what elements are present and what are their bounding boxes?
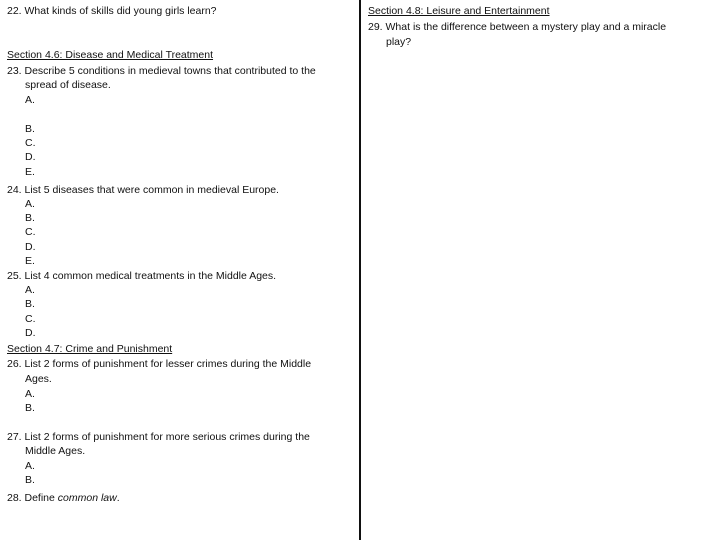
question-27-option-a: A. bbox=[25, 460, 35, 472]
question-26: 26. List 2 forms of punishment for lesser crimes during the Middle bbox=[7, 358, 312, 370]
question-28 bbox=[7, 491, 120, 505]
question-28-suffix: . bbox=[116, 492, 120, 504]
section-4-6-heading: Section 4.6: Disease and Medical Treatment bbox=[7, 49, 214, 61]
question-25: 25. List 4 common medical treatments in the Middle Ages. bbox=[7, 270, 277, 282]
question-23-option-d: D. bbox=[25, 151, 36, 163]
question-23-option-c: C. bbox=[25, 137, 36, 149]
question-24-option-b: B. bbox=[25, 212, 35, 224]
question-24-option-a: A. bbox=[25, 198, 35, 210]
question-23-continued: spread of disease. bbox=[25, 79, 111, 91]
question-24-option-e: E. bbox=[25, 255, 35, 267]
question-25-option-c: C. bbox=[25, 313, 36, 325]
question-23-option-a: A. bbox=[25, 94, 35, 106]
question-23-option-b: B. bbox=[25, 123, 35, 135]
question-25-option-b: B. bbox=[25, 298, 35, 310]
question-23-option-e: E. bbox=[25, 166, 35, 178]
question-26-option-b: B. bbox=[25, 402, 35, 414]
question-27-option-b: B. bbox=[25, 474, 35, 486]
question-29-continued: play? bbox=[386, 36, 412, 48]
question-28-term: common law bbox=[57, 492, 117, 504]
question-24-option-c: C. bbox=[25, 226, 36, 238]
question-26-option-a: A. bbox=[25, 388, 35, 400]
question-23: 23. Describe 5 conditions in medieval towns that contributed to the bbox=[7, 65, 316, 77]
question-24-option-d: D. bbox=[25, 241, 36, 253]
section-4-8-heading: Section 4.8: Leisure and Entertainment bbox=[368, 5, 550, 17]
column-divider bbox=[359, 0, 361, 540]
question-25-option-d: D. bbox=[25, 327, 36, 339]
question-26-continued: Ages. bbox=[25, 373, 52, 385]
question-24: 24. List 5 diseases that were common in medieval Europe. bbox=[7, 184, 279, 196]
question-27: 27. List 2 forms of punishment for more serious crimes during the bbox=[7, 431, 310, 443]
question-27-continued: Middle Ages. bbox=[25, 445, 86, 457]
question-29: 29. What is the difference between a mystery play and a miracle bbox=[368, 21, 667, 33]
question-22: 22. What kinds of skills did young girls learn? bbox=[7, 5, 217, 17]
question-25-option-a: A. bbox=[25, 284, 35, 296]
question-28-prefix: 28. Define bbox=[7, 492, 58, 504]
section-4-7-heading: Section 4.7: Crime and Punishment bbox=[7, 343, 173, 355]
